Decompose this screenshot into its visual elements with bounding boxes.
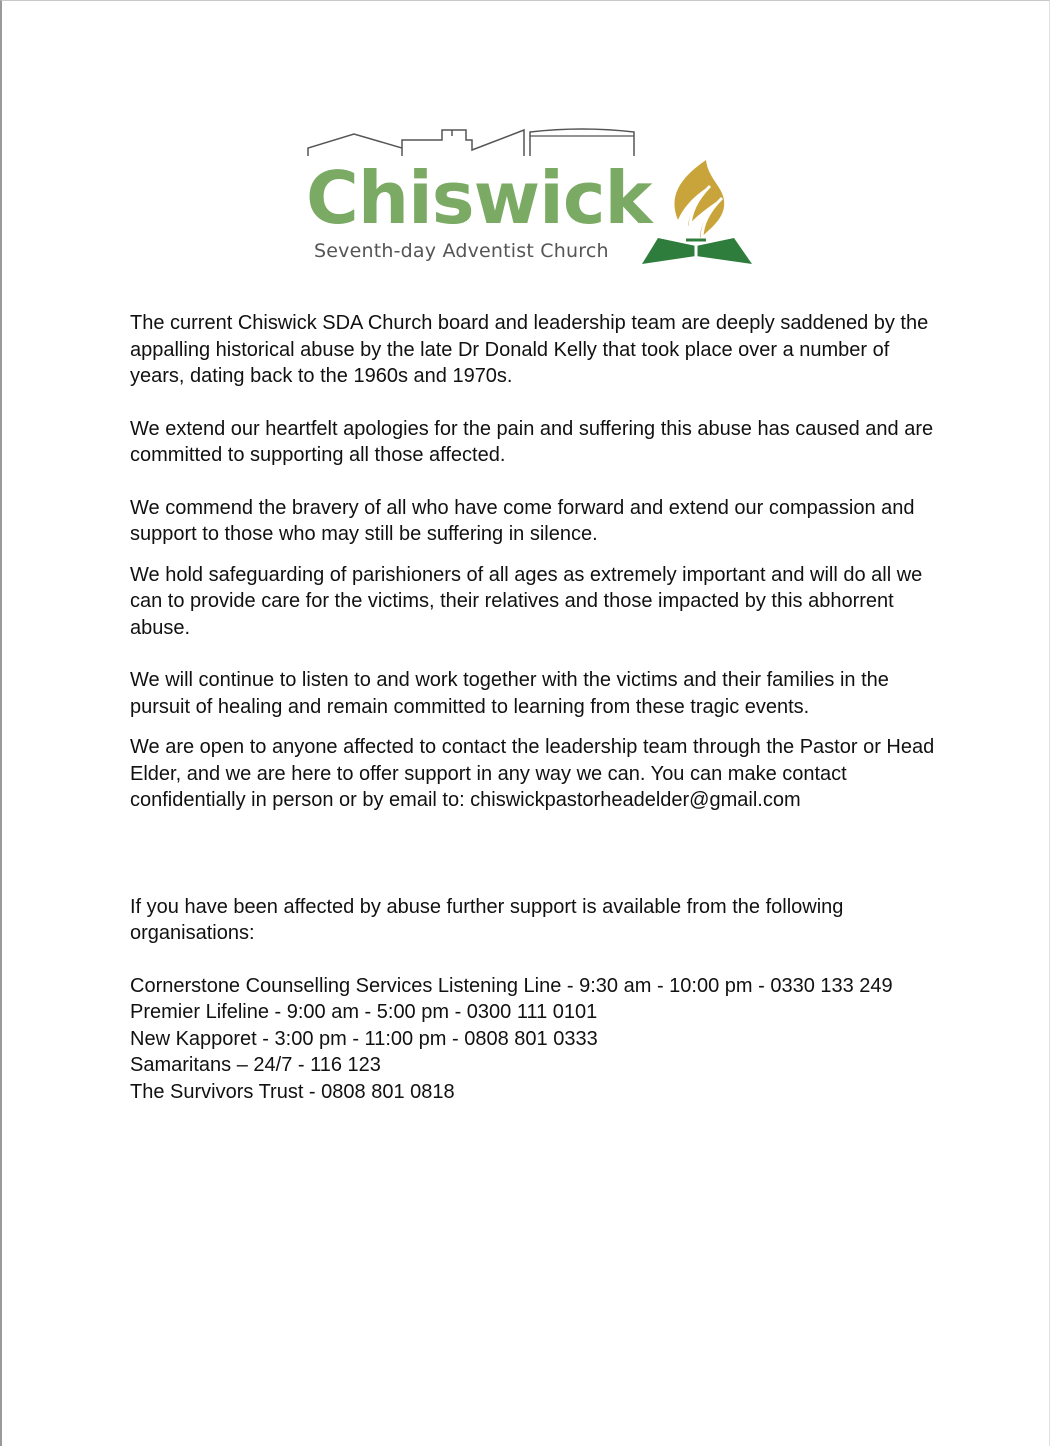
support-line-premier-lifeline: Premier Lifeline - 9:00 am - 5:00 pm - 0300 111 0101 [130,1001,598,1023]
support-line-samaritans: Samaritans – 24/7 - 116 123 [130,1054,381,1076]
support-line-cornerstone: Cornerstone Counselling Services Listening Line - 9:30 am - 10:00 pm - 0330 133 249 [130,974,893,997]
paragraph-apology-intro: The current Chiswick SDA Church board and leadership team are deeply saddened by the appalling historical abuse by the late Dr Donald Kelly that took place over a number of years, dating back to the 1960s and 1970s. [130,312,929,387]
church-logo [306,126,756,266]
paragraph-contact: We are open to anyone affected to contact the leadership team through the Pastor or Head Elder, and we are here to offer support in any way we can. You can make contact confidentially in person or by email to: chiswickpastorheadelder@gmail.com [130,736,935,811]
logo-tagline: Seventh-day Adventist Church [314,240,609,262]
paragraph-safeguarding: We hold safeguarding of parishioners of all ages as extremely important and will do all we can to provide care for the victims, their relatives and those impacted by this abhorrent abuse. [130,563,923,639]
statement-body [130,310,940,1105]
paragraph-bravery: We commend the bravery of all who have come forward and extend our compassion and support to those who may still be suffering in silence. [130,496,915,545]
logo-wordmark: Chiswick [306,156,652,240]
support-intro: If you have been affected by abuse further support is available from the following organisations: [130,895,844,944]
support-line-survivors-trust: The Survivors Trust - 0808 801 0818 [130,1080,455,1103]
paragraph-commitment: We will continue to listen to and work together with the victims and their families in the pursuit of healing and remain committed to learning from these tragic events. [130,669,889,718]
sda-flame-bible-icon [640,156,752,266]
support-organisations-list [130,973,940,1106]
support-line-new-kapporet: New Kapporet - 3:00 pm - 11:00 pm - 0808 801 0333 [130,1027,598,1050]
paragraph-apologies: We extend our heartfelt apologies for the pain and suffering this abuse has caused and are committed to supporting all those affected. [130,417,934,466]
